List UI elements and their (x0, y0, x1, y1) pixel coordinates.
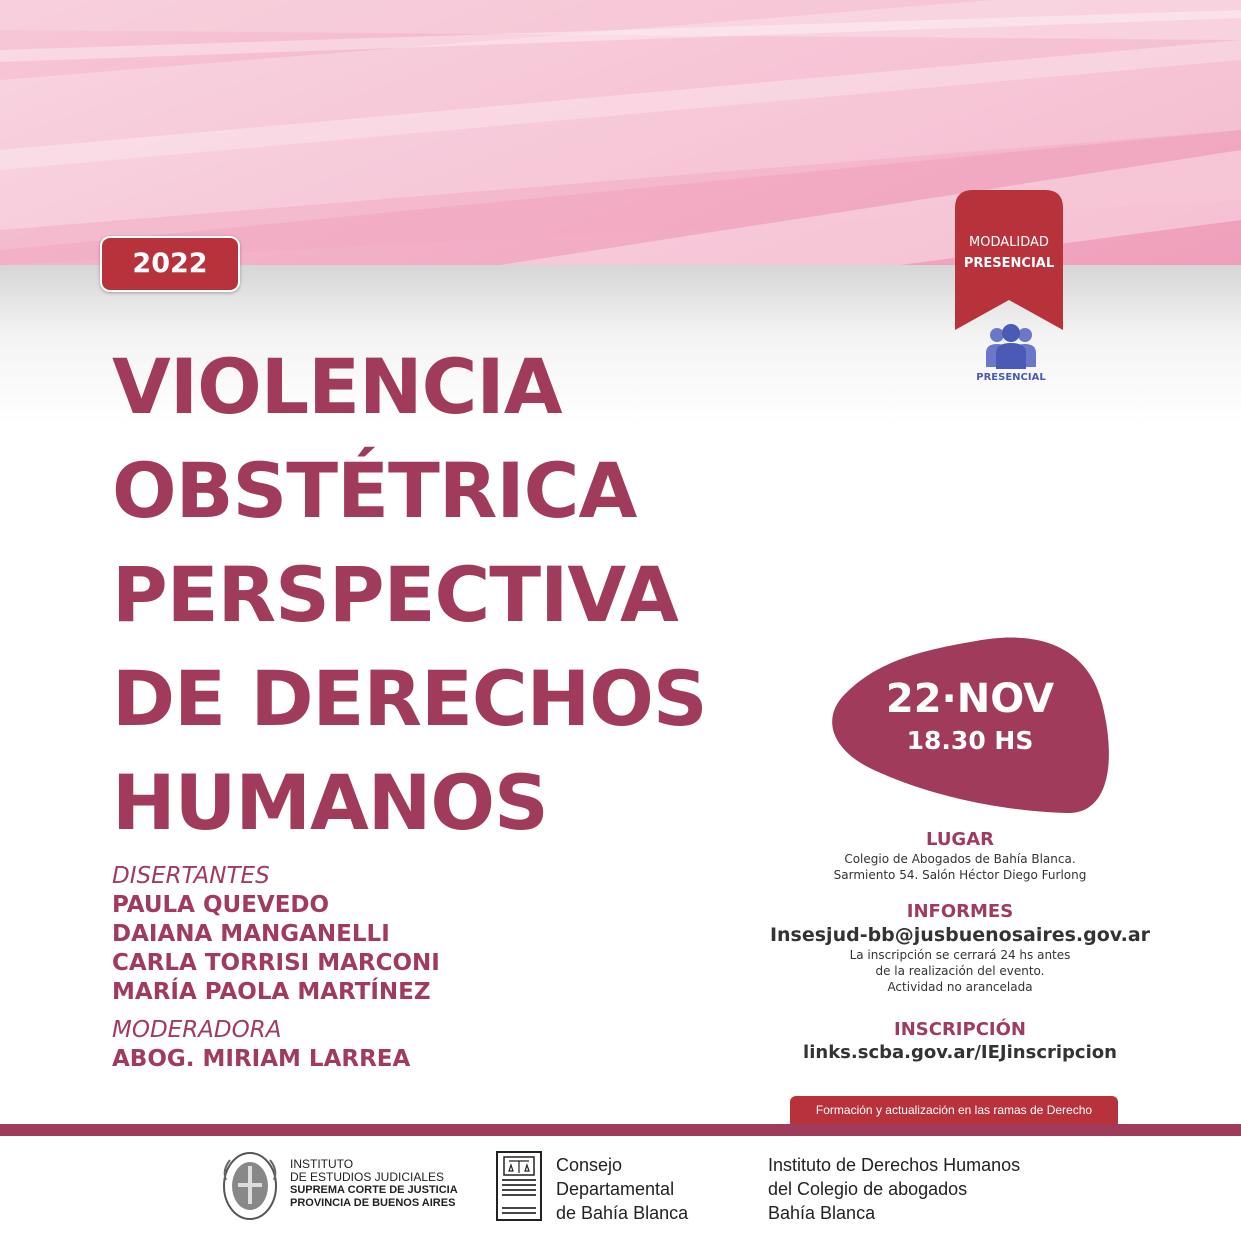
contact-block (760, 901, 1160, 995)
title-line: OBSTÉTRICA (112, 446, 637, 535)
contact-heading: INFORMES (906, 901, 1014, 922)
place-heading: LUGAR (925, 829, 994, 850)
contact-note: Actividad no arancelada (887, 980, 1033, 994)
people-group-icon (985, 323, 1037, 369)
speaker-name: MARÍA PAOLA MARTÍNEZ (112, 979, 431, 1005)
event-title (112, 335, 707, 855)
place-line: Sarmiento 54. Salón Héctor Diego Furlong (833, 868, 1087, 882)
footer-rule (0, 1124, 1241, 1136)
speaker-name: CARLA TORRISI MARCONI (112, 950, 440, 976)
idh-line: Bahía Blanca (768, 1203, 876, 1223)
title-line: VIOLENCIA (112, 342, 562, 431)
title-line: HUMANOS (112, 758, 548, 847)
title-line: DE DERECHOS (112, 654, 707, 743)
moderator-name: ABOG. MIRIAM LARREA (112, 1046, 411, 1072)
idh-line: del Colegio de abogados (768, 1179, 968, 1199)
place-line: Colegio de Abogados de Bahía Blanca. (844, 852, 1076, 866)
place-block (760, 829, 1160, 883)
consejo-line: Departamental (556, 1179, 675, 1199)
modality-value: PRESENCIAL (963, 256, 1055, 271)
footer-tag: Formación y actualización en las ramas de Derecho (790, 1096, 1118, 1124)
speaker-name: DAIANA MANGANELLI (112, 921, 390, 947)
registration-heading: INSCRIPCIÓN (894, 1019, 1026, 1040)
contact-email[interactable]: Insesjud-bb@jusbuenosaires.gov.ar (769, 924, 1151, 946)
contact-note: de la realización del evento. (875, 964, 1045, 978)
year-badge: 2022 (100, 236, 240, 292)
registration-link[interactable]: links.scba.gov.ar/IEJinscripcion (803, 1042, 1117, 1063)
consejo-logo-icon (496, 1151, 542, 1221)
consejo-line: de Bahía Blanca (556, 1203, 689, 1223)
registration-block (760, 1019, 1160, 1065)
speaker-name: PAULA QUEVEDO (112, 892, 330, 918)
event-date: 22·NOV (885, 676, 1055, 722)
iej-logo-text (290, 1158, 458, 1210)
provincial-crest-icon (222, 1150, 278, 1222)
consejo-line: Consejo (556, 1155, 623, 1175)
moderator-heading: MODERADORA (112, 1017, 282, 1043)
iej-line: SUPREMA CORTE DE JUSTICIA (290, 1184, 458, 1196)
consejo-text (556, 1153, 688, 1225)
speakers-block (112, 862, 440, 1074)
event-time: 18.30 HS (906, 726, 1034, 755)
speakers-heading: DISERTANTES (112, 863, 270, 889)
idh-text (768, 1153, 1020, 1225)
modality-label: MODALIDAD (969, 235, 1049, 250)
idh-line: Instituto de Derechos Humanos (768, 1155, 1021, 1175)
contact-note: La inscripción se cerrará 24 hs antes (849, 948, 1071, 962)
iej-line: DE ESTUDIOS JUDICIALES (290, 1170, 445, 1184)
iej-line: INSTITUTO (290, 1157, 354, 1171)
title-line: PERSPECTIVA (112, 550, 678, 639)
people-icon-label: PRESENCIAL (976, 372, 1046, 383)
iej-line: PROVINCIA DE BUENOS AIRES (290, 1197, 456, 1209)
